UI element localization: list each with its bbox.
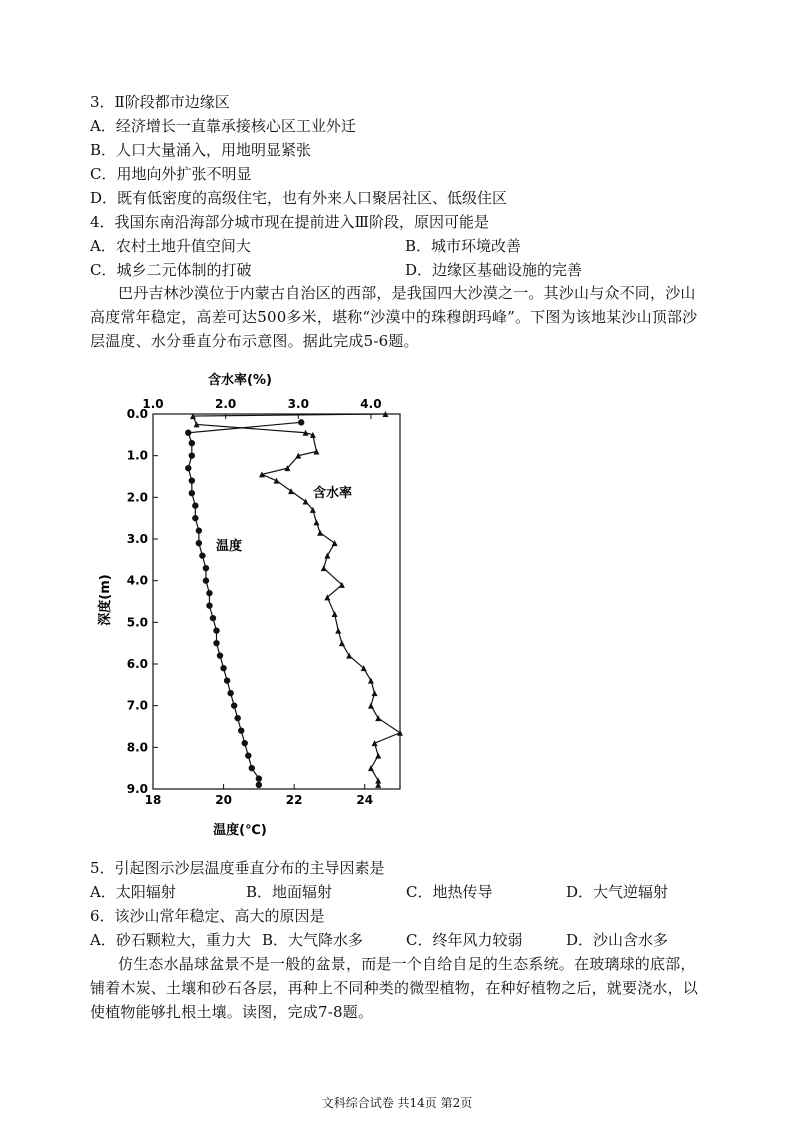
q5-option-c: C．地热传导	[406, 883, 493, 901]
y-tick-label: 7.0	[126, 698, 148, 713]
temperature-point	[206, 590, 212, 596]
bottom-tick-label: 18	[144, 793, 162, 807]
top-tick-label: 3.0	[287, 397, 309, 411]
passage-crystal-ball-text: 仿生态水晶球盆景不是一般的盆景，而是一个自给自足的生态系统。在玻璃球的底部，铺着木炭、土壤和砂石各层，再种上不同种类的微型植物，在种好植物之后，就要浇水，以使植物能够扎根土壤。读图，完成7-8题。	[90, 955, 699, 1021]
temperature-point	[210, 615, 216, 621]
temperature-point	[220, 665, 226, 671]
passage-desert-text: 巴丹吉林沙漠位于内蒙古自治区的西部，是我国四大沙漠之一。其沙山与众不同，沙山高度常年稳定，高差可达500多米，堪称“沙漠中的珠穆朗玛峰”。下图为该地某沙山顶部沙层温度、水分垂直分布示意图。据此完成5-6题。	[90, 284, 698, 350]
bottom-axis-label: 温度(℃)	[213, 823, 267, 838]
temperature-point	[199, 552, 205, 558]
temperature-point	[227, 690, 233, 696]
temperature-point	[189, 440, 195, 446]
q6-option-d: D．沙山含水多	[566, 931, 669, 949]
passage-crystal-ball	[90, 952, 710, 1024]
moisture-point	[368, 678, 374, 684]
q3-option-a: A．经济增长一直靠承接核心区工业外迁	[90, 117, 356, 135]
moisture-point	[274, 478, 280, 484]
q5-option-a: A．太阳辐射	[90, 883, 176, 901]
series-label-moisture: 含水率	[313, 486, 353, 501]
moisture-point	[335, 628, 341, 634]
temperature-point	[249, 765, 255, 771]
q3-option-c: C．用地向外扩张不明显	[90, 165, 252, 183]
moisture-point	[317, 530, 323, 536]
temperature-point	[242, 740, 248, 746]
moisture-point	[372, 690, 378, 696]
bottom-tick-label: 24	[356, 793, 374, 807]
y-tick-label: 4.0	[126, 573, 148, 588]
series-label-temperature: 温度	[216, 539, 243, 554]
q4-option-a: A．农村土地升值空间大	[90, 237, 251, 255]
page-footer: 文科综合试卷 共14页 第2页	[321, 1096, 473, 1110]
bottom-tick-label: 22	[285, 793, 303, 807]
moisture-line	[193, 414, 400, 785]
temperature-point	[256, 782, 262, 788]
temperature-point	[224, 677, 230, 683]
temperature-point	[189, 452, 195, 458]
q6-option-c: C．终年风力较弱	[406, 931, 523, 949]
q3-option-b: B．人口大量涌入，用地明显紧张	[90, 141, 312, 159]
q5-stem: 5．引起图示沙层温度垂直分布的主导因素是	[90, 859, 385, 877]
y-tick-label: 2.0	[126, 490, 148, 505]
temperature-point	[213, 640, 219, 646]
q4-option-d: D．边缘区基础设施的完善	[405, 261, 583, 279]
temperature-point	[231, 702, 237, 708]
q3-stem: 3．Ⅱ阶段都市边缘区	[90, 93, 230, 111]
temperature-point	[203, 565, 209, 571]
temperature-point	[245, 752, 251, 758]
y-tick-label: 0.0	[126, 407, 148, 421]
moisture-point	[368, 765, 374, 771]
passage-desert	[90, 281, 710, 353]
q4-option-b: B．城市环境改善	[405, 237, 522, 255]
top-tick-label: 2.0	[215, 397, 237, 411]
moisture-point	[346, 653, 352, 659]
top-tick-label: 1.0	[142, 397, 164, 411]
temperature-point	[189, 490, 195, 496]
y-tick-label: 5.0	[126, 615, 148, 630]
temperature-point	[185, 465, 191, 471]
temperature-point	[206, 602, 212, 608]
moisture-point	[321, 565, 327, 571]
depth-profile-chart	[90, 362, 420, 840]
y-tick-label: 1.0	[126, 448, 148, 463]
y-tick-label: 8.0	[126, 740, 148, 755]
q3-option-d: D．既有低密度的高级住宅，也有外来人口聚居社区、低级住区	[90, 189, 508, 207]
top-tick-label: 4.0	[360, 397, 382, 411]
q5-option-d: D．大气逆辐射	[566, 883, 669, 901]
moisture-point	[339, 640, 345, 646]
y-axis-label: 深度(m)	[98, 574, 113, 626]
temperature-point	[213, 627, 219, 633]
q6-stem: 6．该沙山常年稳定、高大的原因是	[90, 907, 325, 925]
temperature-point	[298, 419, 304, 425]
moisture-point	[324, 553, 330, 559]
moisture-point	[313, 519, 319, 525]
y-tick-label: 3.0	[126, 532, 148, 546]
temperature-point	[238, 727, 244, 733]
temperature-line	[188, 422, 301, 785]
q6-option-b: B．大气降水多	[262, 931, 364, 949]
temperature-point	[256, 775, 262, 781]
moisture-point	[372, 740, 378, 746]
moisture-point	[375, 715, 381, 721]
temperature-point	[185, 430, 191, 436]
temperature-point	[196, 527, 202, 533]
top-axis-label: 含水率(%)	[208, 373, 272, 388]
y-tick-label: 9.0	[126, 782, 148, 796]
q6-option-a: A．砂石颗粒大，重力大	[90, 931, 251, 949]
moisture-point	[368, 703, 374, 709]
moisture-point	[375, 753, 381, 759]
temperature-point	[234, 715, 240, 721]
temperature-point	[196, 540, 202, 546]
q5-option-b: B．地面辐射	[246, 883, 333, 901]
q4-option-c: C．城乡二元体制的打破	[90, 261, 252, 279]
y-tick-label: 6.0	[126, 657, 148, 671]
moisture-point	[332, 611, 338, 617]
temperature-point	[217, 652, 223, 658]
temperature-point	[192, 502, 198, 508]
bottom-tick-label: 20	[215, 793, 232, 807]
temperature-point	[203, 577, 209, 583]
q4-stem: 4．我国东南沿海部分城市现在提前进入Ⅲ阶段，原因可能是	[90, 213, 490, 231]
temperature-point	[189, 477, 195, 483]
temperature-point	[192, 515, 198, 521]
